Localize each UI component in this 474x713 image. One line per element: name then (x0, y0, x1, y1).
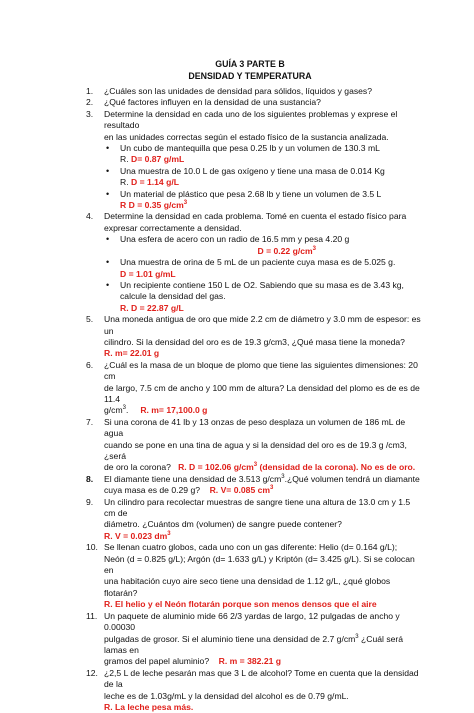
bullet-icon: • (106, 279, 110, 290)
question-number: 5. (86, 314, 94, 325)
bullet-icon: • (106, 143, 110, 154)
question-text: cuya masa es de 0.29 g? (104, 485, 201, 496)
bullet-icon: • (106, 234, 110, 245)
question-text: Un paquete de aluminio mide 66 2/3 yardas de largo, 12 pulgadas de ancho y 0.00030 (104, 610, 400, 633)
question-item (86, 86, 424, 97)
answer-superscript: 3 (183, 200, 188, 207)
answer-superscript: 3 (312, 245, 316, 252)
sub-question-text: Un material de plástico que pesa 2.68 lb y tiene un volumen de 3.5 L (120, 188, 382, 199)
question-answer: R. D = 102.06 g/cm (178, 462, 254, 473)
question-text: de oro la corona? (104, 462, 171, 473)
text-superscript: 3 (122, 405, 126, 412)
sub-question-text: calcule la densidad del gas. (120, 291, 226, 302)
question-item (86, 211, 424, 314)
question-text: cuando se pone en una tina de agua y si la densidad del oro es de 19.3 g /cm3, ¿será (104, 439, 407, 461)
question-text: . (125, 405, 129, 416)
text-superscript: 3 (355, 633, 359, 640)
sub-question-item (104, 257, 424, 280)
sub-question-item (104, 280, 424, 314)
question-item (86, 668, 424, 713)
question-answer: R. m= 22.01 g (104, 348, 160, 359)
question-text: Se llenan cuatro globos, cada uno con un gas diferente: Helio (d= 0.164 g/L); (104, 542, 398, 553)
question-text: pulgadas de grosor. Si el aluminio tiene una densidad de 2.7 g/cm (104, 633, 356, 644)
answer-value: D = 0.35 g/cm (128, 200, 184, 211)
question-text: ¿Cuáles son las unidades de densidad para sólidos, líquidos y gases? (104, 86, 373, 96)
bullet-icon: • (106, 165, 110, 176)
sub-answer (120, 200, 424, 211)
question-list (86, 86, 424, 713)
question-text: una habitación cuyo aire seco tiene una densidad de 1.12 g/L, ¿qué globos flotarán? (104, 576, 391, 598)
question-answer: R. m= 17,100.0 g (140, 405, 208, 416)
answer-prefix: R. (120, 154, 129, 165)
question-text: ¿Cuál es la masa de un bloque de plomo que tiene las siguientes dimensiones: 20 cm (104, 359, 418, 382)
question-number: 9. (86, 496, 94, 507)
text-superscript: 3 (281, 473, 285, 480)
question-text-line (104, 634, 424, 657)
answer-prefix: R. (120, 302, 129, 313)
question-answer: R. El helio y el Neón flotarán porque son menos densos que el aire (104, 599, 377, 610)
question-number: 10. (86, 542, 98, 553)
question-text-line (104, 405, 424, 416)
question-text: ¿Cuál será lamas en (104, 633, 404, 655)
question-answer: R. V= 0.085 cm (209, 485, 271, 496)
question-number: 1. (86, 86, 94, 96)
sub-question-text: Un recipiente contiene 150 L de O2. Sabiendo que su masa es de 3.43 kg, (120, 279, 404, 290)
answer-superscript: 3 (167, 530, 171, 537)
sub-question-item (104, 189, 424, 212)
question-item (86, 542, 424, 610)
question-item (86, 109, 424, 212)
question-text-line (104, 485, 424, 496)
question-number: 2. (86, 97, 94, 108)
question-number: 8. (86, 473, 94, 484)
question-answer-end: (densidad de la corona). No es de oro. (257, 462, 416, 473)
question-answer: R. m = 382.21 g (218, 656, 282, 667)
question-text: ¿2,5 L de leche pesarán mas que 3 L de alcohol? Tome en cuenta que la densidad de la (104, 667, 419, 690)
answer-value: D = 1.14 g/L (130, 177, 179, 188)
question-text: g/cm (104, 405, 123, 416)
sub-answer (120, 246, 424, 257)
question-text: expresar correctamente a densidad. (104, 222, 242, 233)
question-text: leche es de 1.03g/mL y la densidad del alcohol es de 0.79 g/mL. (104, 690, 349, 701)
question-number: 6. (86, 359, 94, 370)
answer-value: D = 0.22 g/cm (257, 245, 313, 256)
question-text: Si una corona de 41 lb y 13 onzas de peso desplaza un volumen de 186 mL de agua (104, 416, 406, 439)
question-text: .¿Qué volumen tendrá un diamante (284, 473, 420, 484)
question-text: Determine la densidad en cada uno de los siguientes problemas y exprese el resultado (104, 108, 398, 131)
question-item (86, 497, 424, 543)
question-text: gramos del papel aluminio? (104, 656, 210, 667)
question-text: en las unidades correctas según el estado físico de la sustancia analizada. (104, 131, 389, 142)
bullet-icon: • (106, 257, 110, 268)
question-item (86, 417, 424, 474)
document-subtitle: DENSIDAD Y TEMPERATURA (188, 71, 312, 81)
sub-question-text: Un cubo de mantequilla que pesa 0.25 lb y un volumen de 130.3 mL (120, 143, 380, 154)
answer-prefix: R. (120, 177, 129, 188)
bullet-icon: • (106, 188, 110, 199)
question-number: 12. (86, 667, 98, 678)
answer-prefix: R (120, 200, 127, 211)
question-answer: R. La leche pesa más. (104, 701, 194, 712)
question-text-line (104, 462, 424, 473)
question-answer-line (104, 531, 424, 542)
answer-value: D = 1.01 g/mL (120, 268, 176, 279)
question-item (86, 611, 424, 668)
sub-question-text: Una muestra de 10.0 L de gas oxígeno y tiene una masa de 0.014 Kg (120, 165, 385, 176)
question-item (86, 314, 424, 360)
answer-value: D = 22.87 g/L (130, 302, 184, 313)
question-text: cilindro. Si la densidad del oro es de 19.3 g/cm3, ¿Qué masa tiene la moneda? (104, 336, 405, 347)
document-title: GUÍA 3 PARTE B (215, 59, 285, 69)
sub-question-list (104, 234, 424, 314)
sub-question-item (104, 234, 424, 257)
question-text-line (104, 474, 424, 485)
answer-superscript: 3 (270, 485, 274, 492)
question-number: 3. (86, 108, 94, 119)
question-text: Un cilindro para recolectar muestras de sangre tiene una altura de 13.0 cm y 1.5 cm de (104, 496, 411, 519)
question-number: 11. (86, 610, 98, 621)
sub-answer (120, 154, 424, 165)
sub-question-item (104, 143, 424, 166)
question-item (86, 97, 424, 108)
answer-superscript: 3 (253, 462, 258, 469)
sub-question-text: Una muestra de orina de 5 mL de un paciente cuya masa es de 5.025 g. (120, 257, 396, 268)
answer-value: D= 0.87 g/mL (130, 154, 185, 165)
question-item (86, 360, 424, 417)
question-text: El diamante tiene una densidad de 3.513 g/cm (104, 473, 282, 484)
sub-question-item (104, 166, 424, 189)
question-number: 4. (86, 211, 94, 222)
question-number: 7. (86, 416, 94, 427)
question-item (86, 474, 424, 497)
question-text: de largo, 7.5 cm de ancho y 100 mm de altura? La densidad del plomo es de es de 11.4 (104, 382, 420, 404)
sub-question-list (104, 143, 424, 211)
question-text-line (104, 656, 424, 667)
question-text: Neón (d = 0.825 g/L); Argón (d= 1.633 g/L) y Kriptón (d= 3.425 g/L). Si se colocan en (104, 553, 415, 576)
sub-answer (120, 303, 424, 314)
question-text: Determine la densidad en cada problema. Tomé en cuenta el estado físico para (104, 211, 407, 222)
question-text: ¿Qué factores influyen en la densidad de una sustancia? (104, 97, 321, 108)
question-answer: R. V = 0.023 dm (104, 530, 168, 541)
sub-question-text: Una esfera de acero con un radio de 16.5 mm y pesa 4.20 g (120, 234, 350, 245)
sub-answer (120, 269, 424, 280)
question-text: Una moneda antigua de oro que mide 2.2 cm de diámetro y 3.0 mm de espesor: es un (104, 314, 421, 336)
sub-answer (120, 177, 424, 188)
question-text: diámetro. ¿Cuántos dm (volumen) de sangre puede contener? (104, 519, 342, 530)
